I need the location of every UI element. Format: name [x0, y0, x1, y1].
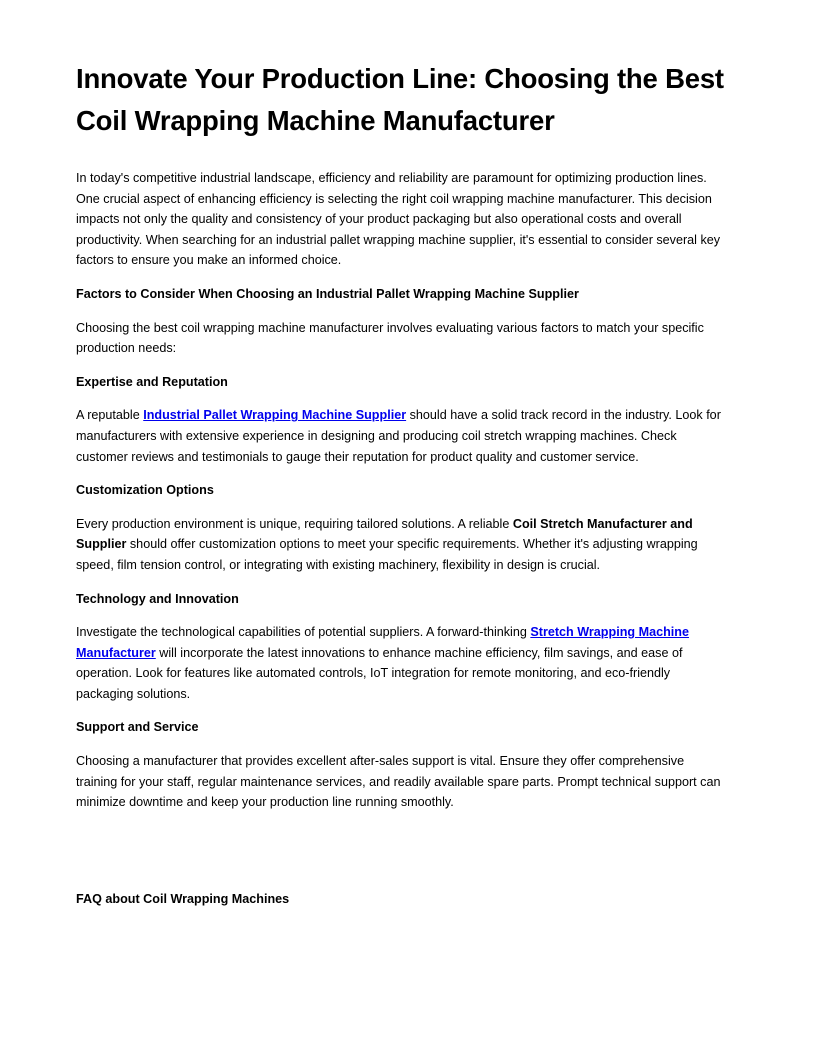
customization-text-after: should offer customization options to meet your specific requirements. Whether it's adjusting wrapping speed, film tension control, or integrating with existing machinery, flexibility in design is crucial.: [76, 537, 698, 572]
technology-heading: Technology and Innovation: [76, 591, 239, 606]
intro-paragraph: In today's competitive industrial landscape, efficiency and reliability are paramount for optimizing production lines. One crucial aspect of enhancing efficiency is selecting the right coil wrapping machine manufacturer. This decision impacts not only the quality and consistency of your product packaging but also operational costs and overall productivity. When searching for an industrial pallet wrapping machine supplier, it's essential to consider several key factors to ensure you make an informed choice.: [76, 171, 721, 268]
technology-text-before: Investigate the technological capabilities of potential suppliers. A forward-thinking: [76, 625, 531, 640]
coil-stretch-supplier-bold: Coil Stretch Manufacturer and Supplier: [76, 516, 693, 552]
expertise-heading: Expertise and Reputation: [76, 374, 228, 389]
industrial-pallet-supplier-link[interactable]: Industrial Pallet Wrapping Machine Supplier: [143, 408, 407, 423]
customization-paragraph: [76, 514, 726, 576]
technology-paragraph: [76, 622, 726, 704]
customization-text-before: Every production environment is unique, requiring tailored solutions. A reliable: [76, 516, 513, 531]
faq-heading: FAQ about Coil Wrapping Machines: [76, 891, 290, 906]
expertise-text-after: should have a solid track record in the industry. Look for manufacturers with extensive experience in designing and producing coil stretch wrapping machines. Check customer reviews and testimonials to gauge their reputation for product quality and customer service.: [76, 408, 721, 464]
expertise-paragraph: [76, 405, 726, 467]
document-page: [76, 58, 726, 909]
support-paragraph: Choosing a manufacturer that provides excellent after-sales support is vital. Ensure they offer comprehensive training for your staff, regular maintenance services, and readily available spare parts. Prompt technical support can minimize downtime and keep your production line running smoothly.: [76, 754, 721, 810]
support-heading: Support and Service: [76, 720, 199, 735]
factors-heading: Factors to Consider When Choosing an Industrial Pallet Wrapping Machine Supplier: [76, 286, 579, 301]
customization-heading: Customization Options: [76, 483, 214, 498]
stretch-wrapping-manufacturer-link[interactable]: Stretch Wrapping Machine Manufacturer: [76, 625, 689, 660]
page-title: Innovate Your Production Line: Choosing the Best Coil Wrapping Machine Manufacturer: [76, 63, 724, 136]
factors-paragraph: Choosing the best coil wrapping machine manufacturer involves evaluating various factors to match your specific production needs:: [76, 320, 704, 356]
expertise-text-before: A reputable: [76, 408, 144, 423]
technology-text-after: will incorporate the latest innovations to enhance machine efficiency, film savings, and ease of operation. Look for features like automated controls, IoT integration for remote monitoring, and eco-friendly packaging solutions.: [76, 645, 683, 701]
